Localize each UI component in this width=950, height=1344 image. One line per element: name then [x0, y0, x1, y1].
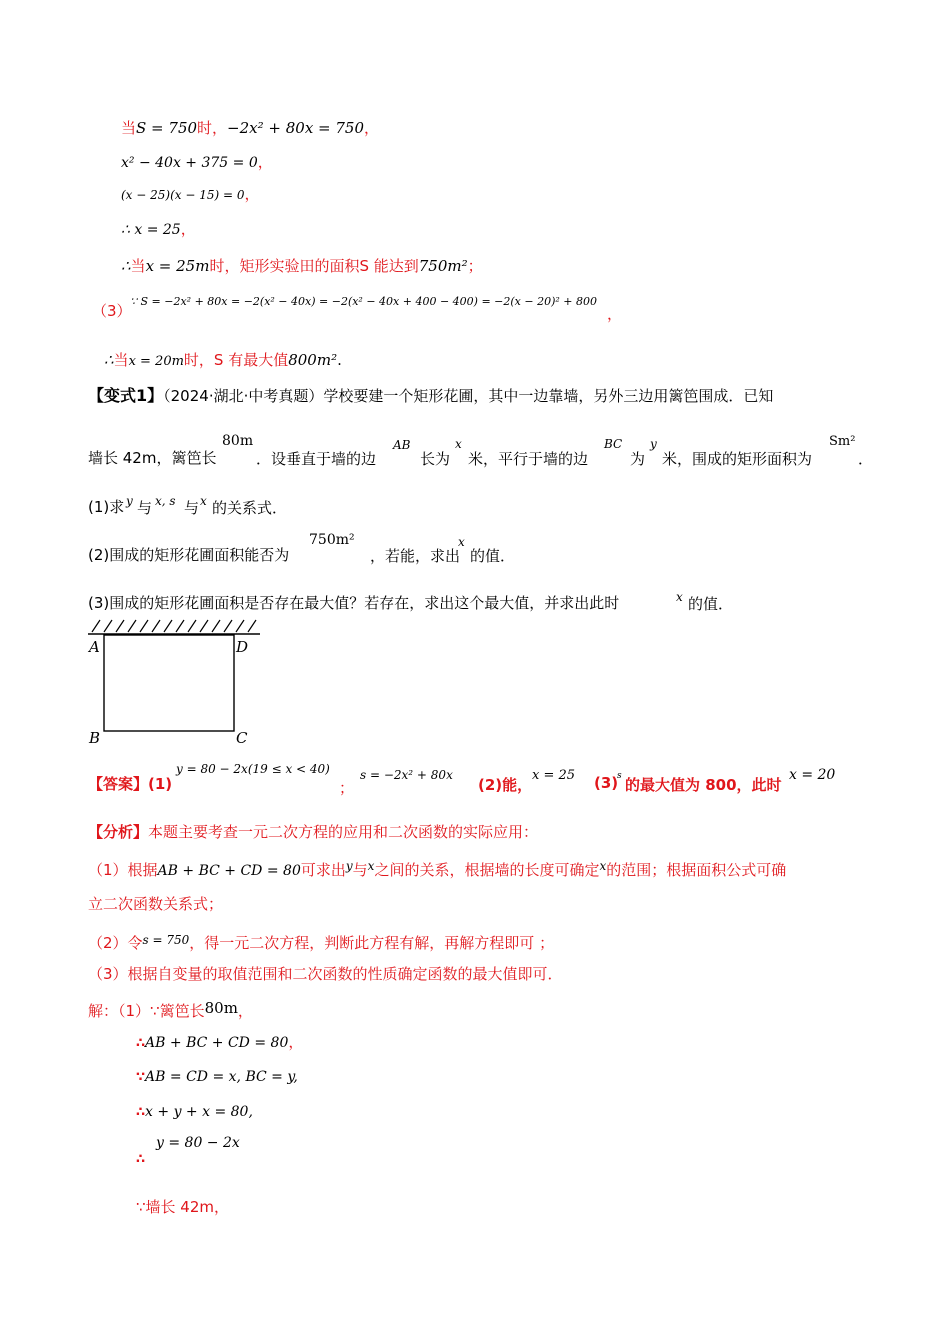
problem-line-2: 墙长 42m，篱笆长: [88, 449, 217, 467]
answer-eq-4: x = 20: [789, 767, 836, 783]
question-3: (3)围成的矩形花圃面积是否存在最大值？若存在，求出这个最大值，并求出此时: [88, 594, 620, 612]
solution-line-max-conclusion: ∴当x = 20m时，S 有最大值800m².: [104, 351, 342, 369]
analysis-intro: 【分析】本题主要考查一元二次方程的应用和二次函数的实际应用：: [88, 823, 539, 841]
label-b: B: [89, 729, 101, 747]
solution-line-factored: (x − 25)(x − 15) = 0，: [121, 185, 260, 203]
question-1: (1)求: [88, 498, 125, 516]
analysis-3: （3）根据自变量的取值范围和二次函数的性质确定函数的最大值即可．: [88, 965, 563, 983]
math-fence-length: 80m: [222, 433, 254, 449]
variant-tag: 【变式1】: [88, 386, 164, 405]
garden-diagram: [86, 615, 266, 750]
problem-header: 【变式1】（2024·湖北·中考真题）学校要建一个矩形花圃，其中一边靠墙，另外三边用篱笆围成．已知: [88, 386, 774, 405]
math-expression: −2x² + 80x = 750: [227, 119, 365, 137]
solution-step-y: y = 80 − 2x: [156, 1135, 240, 1151]
math-expression: ∴ x = 25: [121, 222, 181, 238]
math-bc: BC: [604, 437, 623, 451]
math-expression: x = 25m: [145, 257, 210, 275]
solution-line-conclusion-2: ∴当x = 25m时，矩形实验田的面积S 能达到750m²；: [121, 257, 483, 275]
analysis-tag: 【分析】: [88, 823, 149, 841]
math-expression: S = 750: [136, 119, 198, 137]
solution-part-3-comma: ，: [607, 305, 623, 323]
solution-step-substitute: ∴x + y + x = 80,: [136, 1104, 253, 1120]
label-c: C: [236, 729, 248, 747]
solution-line-s750: 当S = 750时，−2x² + 80x = 750，: [121, 119, 380, 137]
answer-eq-2: s = −2x² + 80x: [360, 768, 453, 782]
solution-part-3-equation: [130, 290, 597, 312]
garden-rectangle: [104, 635, 234, 731]
analysis-1: （1）根据AB + BC + CD = 80可求出$^y$与$^x$之间的关系，根据墙的长度可确定$^x$的范围；根据面积公式可确: [88, 859, 787, 879]
solution-step-given: ∵AB = CD = x, BC = y,: [136, 1069, 298, 1085]
math-area: Sm²: [829, 434, 856, 449]
math-expression: x² − 40x + 375 = 0: [121, 155, 258, 171]
solution-line-x25: ∴ x = 25，: [121, 220, 196, 238]
analysis-2: （2）令$^{s = 750}$，得一元二次方程，判断此方程有解，再解方程即可 ；: [88, 933, 555, 952]
solution-1-start: 解：（1）∵篱笆长80m，: [88, 999, 253, 1020]
math-expression: 800m²: [288, 351, 338, 369]
label-a: A: [89, 638, 100, 656]
answer-eq-3: x = 25: [532, 768, 576, 783]
answer-tag: 【答案】(1): [88, 775, 173, 793]
answer-eq-1: y = 80 − 2x(19 ≤ x < 40): [176, 762, 330, 776]
wall-hatching: [92, 620, 256, 632]
math-expression: ∵ S = −2x² + 80x = −2(x² − 40x) = −2(x² − 40x + 400 − 400) = −2(x − 20)² + 800: [130, 295, 597, 308]
math-expression: x = 20m: [128, 354, 184, 369]
solution-line-quadratic: x² − 40x + 375 = 0，: [121, 153, 273, 171]
label-d: D: [236, 638, 249, 656]
math-ab: AB: [393, 438, 411, 452]
analysis-1-cont: 立二次函数关系式；: [88, 895, 224, 913]
math-expression: (x − 25)(x − 15) = 0: [121, 188, 245, 202]
solution-part-3-label: （3）: [92, 302, 132, 320]
solution-step-wall: ∵墙长 42m，: [136, 1198, 230, 1216]
question-2: (2)围成的矩形花圃面积能否为: [88, 546, 290, 564]
math-x: x: [455, 437, 462, 451]
math-expression: 750m²: [418, 257, 468, 275]
math-y: y: [650, 437, 657, 451]
solution-step-sum: ∴AB + BC + CD = 80，: [136, 1033, 304, 1051]
